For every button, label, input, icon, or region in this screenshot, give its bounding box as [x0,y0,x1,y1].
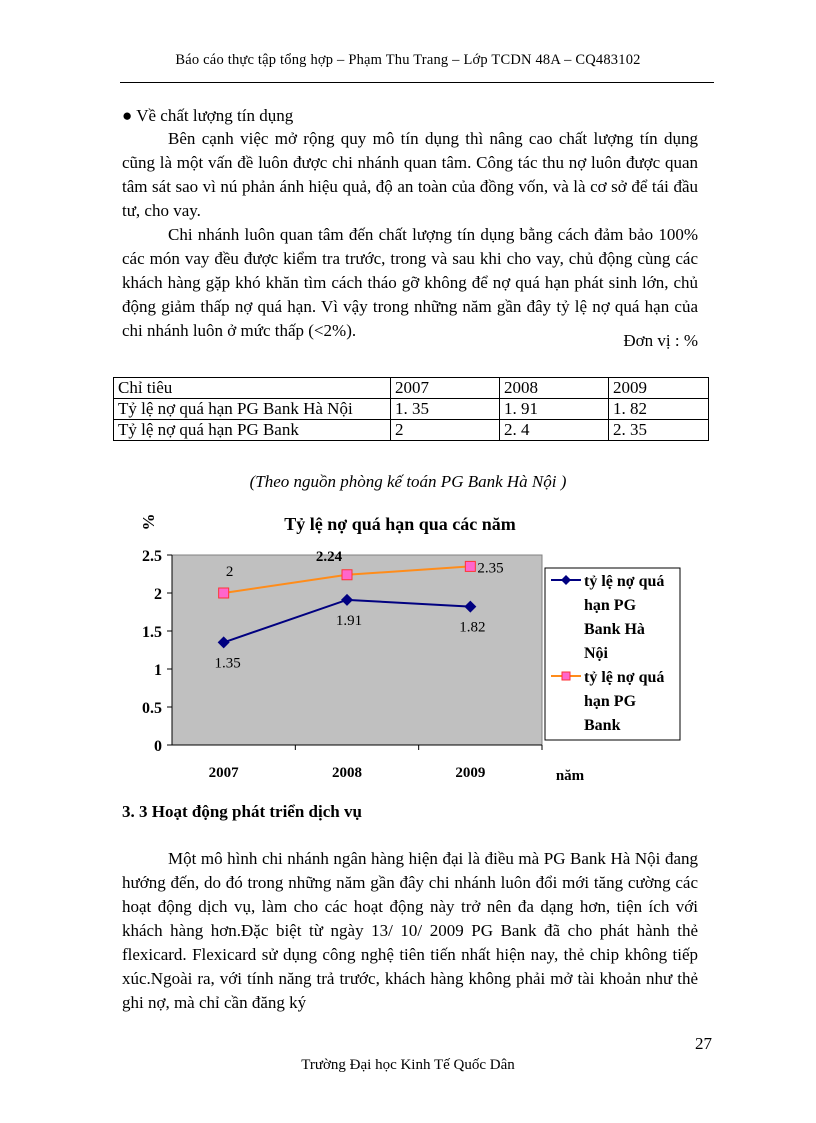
table-cell: 1. 91 [500,399,609,420]
chart-point [465,561,475,571]
table-cell: 2008 [500,378,609,399]
chart-y-tick-label: 2 [154,586,162,603]
table-cell: 2007 [391,378,500,399]
chart-legend-box [545,568,680,740]
chart-legend-label: Nội [584,645,608,662]
chart-x-tick-label: 2008 [332,765,362,781]
chart-data-label: 2.35 [477,560,504,577]
table-header-row [114,378,709,399]
chart-y-axis-label: % [139,513,158,531]
chart-data-label: 2 [225,564,234,580]
chart-y-tick-label: 0.5 [142,700,162,717]
table-row [114,420,709,441]
chart-y-tick-label: 0 [154,738,162,755]
chart-data-label: 2.24 [315,548,343,565]
section-title-services: 3. 3 Hoạt động phát triển dịch vụ [122,802,362,821]
chart-legend-label: hạn PG [584,597,637,614]
chart-data-label: 1.91 [335,612,363,629]
chart-point [219,588,229,598]
header-divider [120,82,714,83]
chart-y-tick-label: 1.5 [142,624,162,641]
table-cell: 2. 35 [609,420,709,441]
chart-x-tick-label: 2007 [208,765,239,781]
chart-x-tick-label: 2009 [455,765,486,781]
chart-legend-label: Bank Hà [584,621,645,638]
chart-x-axis-label: năm [555,768,585,784]
page-number: 27 [695,1034,712,1053]
chart-point [342,570,352,580]
unit-label: Đơn vị : % [623,331,698,350]
chart-y-tick-label: 2.5 [142,548,162,565]
table-cell: Tỷ lệ nợ quá hạn PG Bank Hà Nội [114,399,391,420]
table-cell: Chỉ tiêu [114,378,391,399]
page-header: Báo cáo thực tập tổng hợp – Phạm Thu Trang – Lớp TCDN 48A – CQ483102 [175,52,641,68]
overdue-ratio-chart [110,500,710,790]
paragraph-credit-1: Bên cạnh việc mở rộng quy mô tín dụng thì nâng cao chất lượng tín dụng cũng là một vấn đề luôn được chi nhánh quan tâm. Công tác thu nợ luôn được quan tâm sát sao vì nú phản ánh hiệu quả, độ an toàn của đồng vốn, và là cơ sở để tái đầu tư, cho vay. [122,129,698,220]
table-cell: Tỷ lệ nợ quá hạn PG Bank [114,420,391,441]
paragraph-credit-2: Chi nhánh luôn quan tâm đến chất lượng tín dụng bằng cách đảm bảo 100% các món vay đều được kiểm tra trước, trong và sau khi cho vay, chủ động cùng các khách hàng gặp khó khăn tìm cách tháo gỡ không để nợ quá hạn phát sinh lớn, chủ động giảm thấp nợ quá hạn. Vì vậy trong những năm gần đây tỷ lệ nợ quá hạn của chi nhánh luôn ở mức thấp (<2%). [122,225,698,340]
table-row [114,399,709,420]
source-note: (Theo nguồn phòng kế toán PG Bank Hà Nội ) [249,472,567,491]
page-footer: Trường Đại học Kinh Tế Quốc Dân [301,1057,515,1073]
bullet-heading: ● Về chất lượng tín dụng [122,106,294,125]
table-cell: 2. 4 [500,420,609,441]
chart-data-label: 1.35 [214,655,241,672]
table-cell: 2009 [609,378,709,399]
table-cell: 2 [391,420,500,441]
chart-data-label: 1.82 [459,619,486,636]
chart-legend-label: tỷ lệ nợ quá [584,669,665,686]
chart-legend-marker [562,672,570,680]
chart-title: Tỷ lệ nợ quá hạn qua các năm [284,514,516,534]
chart-legend-label: hạn PG [584,693,637,710]
chart-plot-area [172,555,542,745]
paragraph-services: Một mô hình chi nhánh ngân hàng hiện đại là điều mà PG Bank Hà Nội đang hướng đến, do đó trong những năm gần đây chi nhánh luôn đổi mới tăng cường các hoạt động dịch vụ, làm cho các hoạt động này trở nên đa dạng hơn, tiện ích với khách hàng hơn.Đặc biệt từ ngày 13/ 10/ 2009 PG Bank đã cho phát hành thẻ flexicard. Flexicard sử dụng công nghệ tiên tiến nhất hiện nay, thẻ chip không tiếp xúc.Ngoài ra, với tính năng trả trước, khách hàng không phải mở tài khoản như thẻ ghi nợ, mà chỉ cần đăng ký [122,849,698,1012]
chart-y-tick-label: 1 [154,662,162,679]
table-cell: 1. 82 [609,399,709,420]
overdue-ratio-table [113,377,709,441]
chart-legend-label: tỷ lệ nợ quá [584,573,665,590]
table-cell: 1. 35 [391,399,500,420]
chart-legend-label: Bank [584,717,621,734]
